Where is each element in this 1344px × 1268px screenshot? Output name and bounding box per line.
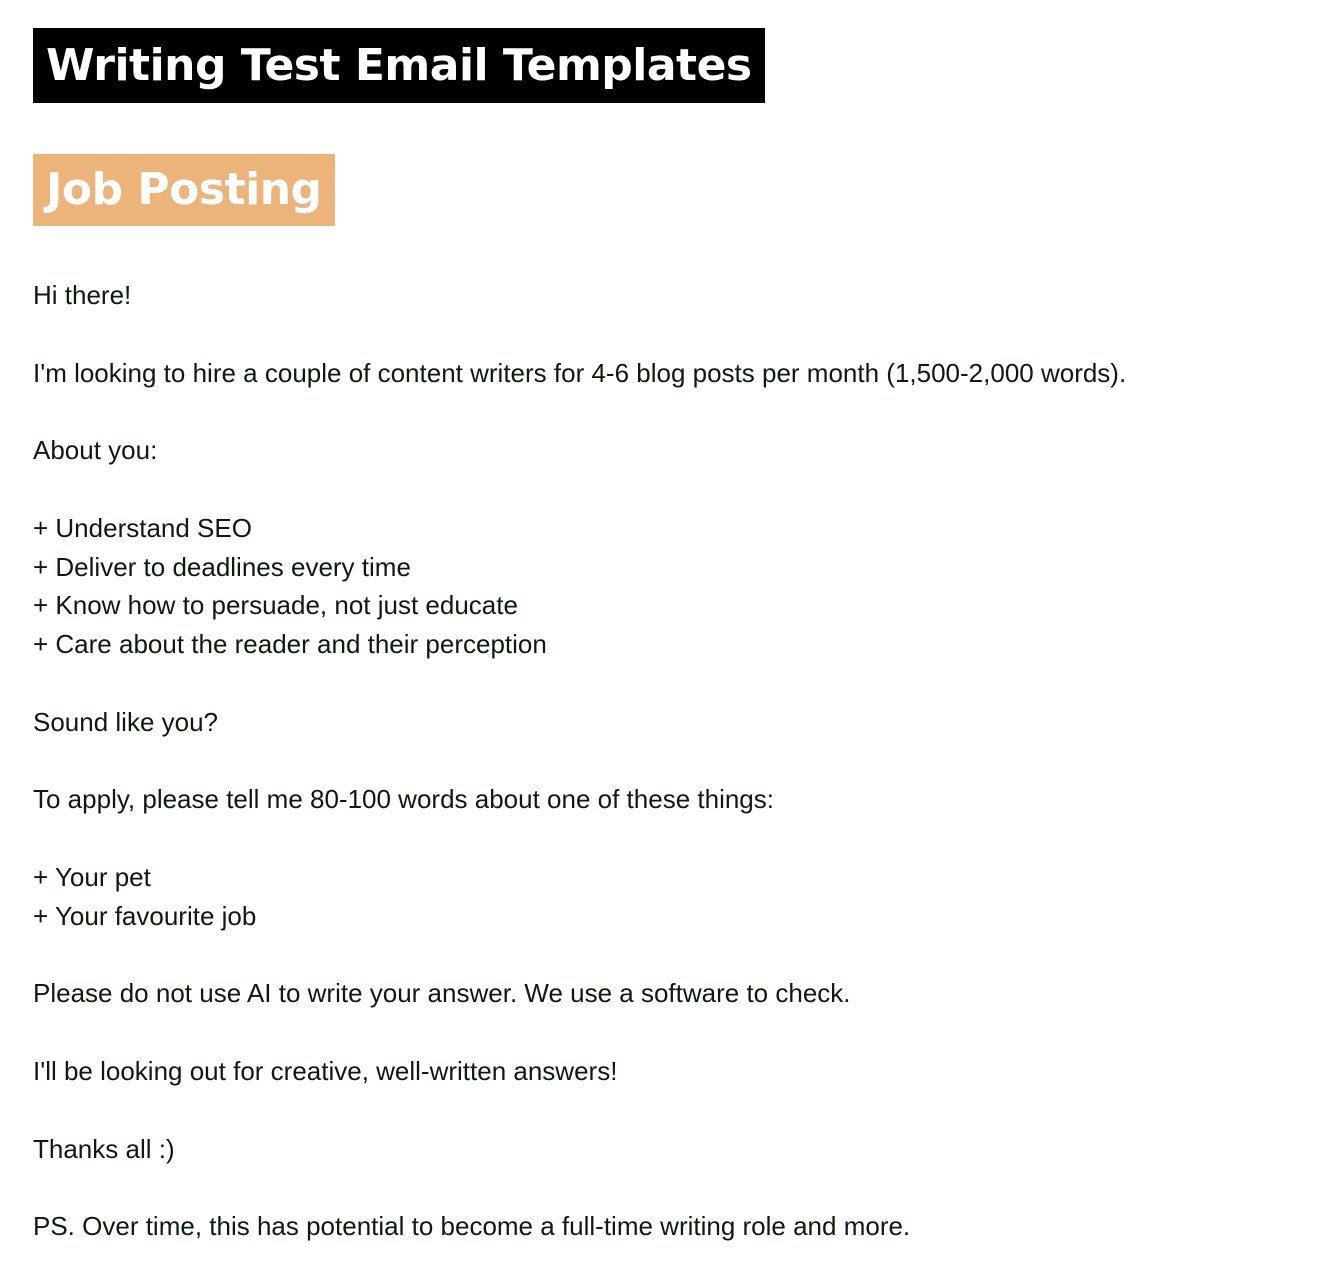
paragraph-spacer	[33, 936, 1344, 975]
ai-notice: Please do not use AI to write your answer. We use a software to check.	[33, 978, 851, 1009]
apply-instruction: To apply, please tell me 80-100 words about one of these things:	[33, 784, 774, 815]
email-body	[33, 276, 1344, 1246]
ps-text: PS. Over time, this has potential to become a full-time writing role and more.	[33, 1211, 911, 1242]
paragraph-spacer	[33, 1168, 1344, 1207]
paragraph-spacer	[33, 1013, 1344, 1052]
paragraph-spacer	[33, 392, 1344, 431]
paragraph-spacer	[33, 819, 1344, 858]
intro-text: I'm looking to hire a couple of content writers for 4-6 blog posts per month (1,500-2,000 words).	[33, 357, 1127, 388]
document-page	[33, 28, 1344, 1246]
paragraph-spacer	[33, 315, 1344, 354]
list-item: + Understand SEO	[33, 512, 252, 543]
page-title: Writing Test Email Templates	[33, 28, 765, 103]
section-title: Job Posting	[33, 154, 335, 226]
paragraph-spacer	[33, 470, 1344, 509]
greeting-text: Hi there!	[33, 280, 132, 310]
thanks-text: Thanks all :)	[33, 1133, 175, 1164]
list-item: + Your pet	[33, 861, 151, 892]
list-item: + Deliver to deadlines every time	[33, 551, 411, 582]
about-heading: About you:	[33, 435, 158, 466]
paragraph-spacer	[33, 742, 1344, 781]
list-item: + Know how to persuade, not just educate	[33, 590, 518, 621]
looking-out-text: I'll be looking out for creative, well-written answers!	[33, 1055, 618, 1086]
paragraph-spacer	[33, 1091, 1344, 1130]
list-item: + Your favourite job	[33, 900, 257, 931]
question-text: Sound like you?	[33, 706, 219, 737]
list-item: + Care about the reader and their perception	[33, 629, 547, 660]
paragraph-spacer	[33, 664, 1344, 703]
